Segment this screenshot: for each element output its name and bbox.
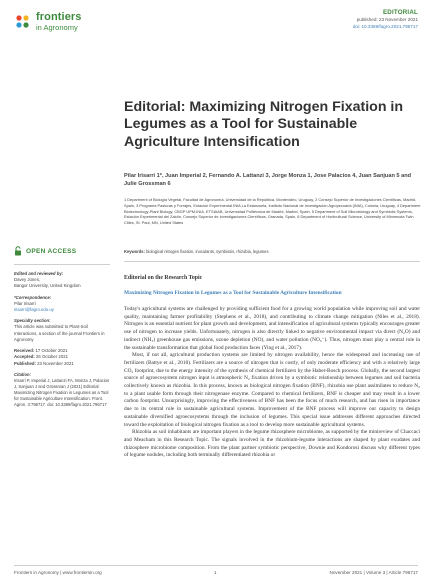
specialty-text: This article was submitted to Plant-Soil Interactions, a section of the journal Frontiers in Agronomy xyxy=(14,324,105,342)
correspondence-label: *Correspondence: xyxy=(14,294,52,300)
footer-volume: November 2021 | Volume 3 | Article 796717 xyxy=(329,570,418,575)
frontiers-logo-icon xyxy=(14,13,32,31)
keywords xyxy=(124,249,422,254)
edited-by xyxy=(14,271,110,290)
accepted-date: 26 October 2021 xyxy=(35,354,68,360)
open-lock-icon xyxy=(14,246,22,256)
editor-name: Davey Jones, xyxy=(14,277,41,283)
affiliations: 1 Department of Biología Vegetal, Facultad de Agronomía, Universidad de la República, Montevideo, Uruguay, 2 Consejo Superior de Investigaciones Científicas, Madrid, Spain, 3 Programa Pasturas y Forrajes, Estación Experimental INIA La Estanzuela, Instituto Nacional de Investigación Agropecuaria (INIA), Colonia, Uruguay, 4 Department Biotechnology-Plant Biology, CBGP UPM-INIA, ETSIAAB, Universidad Politécnica de Madrid, Madrid, Spain, 5 Department of Soil Microbiology and Symbiotic Systems, Estación Experimental del Zaidín, Consejo Superior de Investigaciones Científicas, Granada, Spain, 6 Department of Horticultural Science, University of Minnesota Twin Cities, St. Paul, MN, United States xyxy=(124,197,421,226)
citation-text: Irisarri P, Imperial J, Lattanzi FA, Monza J, Palacios J, Sanjuan J and Grossman J (2021) Editorial: Maximizing Nitrogen Fixation in Legumes as a Tool for Sustainable Agriculture Intensification. Front. Agron. 3:796717. doi: 10.3389/fagro.2021.796717 xyxy=(14,378,110,408)
body-paragraph: Most, if not all, agricultural production systems are limited by nitrogen availability, hence the widespread and increasing use of fertilizers (Battye et al., 2018). Fertilizers are a source of nitrogen that is costly, of only moderate efficiency and with a relatively large CO₂ footprint, due to the energy intensity of the synthesis of chemical fertilizers by the Haber-Bosch process. Globally, the second largest source of agroecosystem nitrogen input is atmospheric N₂ fixation driven by a symbiotic relationship between legumes and soil bacteria collectively known as rhizobia. In this process, known as biological nitrogen fixation (BNF), rhizobia use plant assimilates to reduce N₂ to a plant usable form through their nitrogenase enzyme. Compared to chemical fertilizers, BNF is cheaper and may result in a lower carbon footprint. Unsurprisingly, improving the effectiveness of BNF has been the focus of much research, and has risen in importance due to its central role in sustainable agricultural systems. Improvement of the BNF process will improve our capacity to design sustainable diversified agroecosystems through the inclusion of legumes. This special issue addresses different approaches directed toward the exploitation of biological nitrogen fixation as a tool to develop more sustainable agricultural systems. xyxy=(124,352,420,428)
received-date: 17 October 2021 xyxy=(35,348,68,354)
article-type: EDITORIAL xyxy=(382,9,418,16)
correspondence xyxy=(14,295,110,314)
footer-journal[interactable]: Frontiers in Agronomy | www.frontiersin.org xyxy=(14,570,102,575)
author-list: Pilar Irisarri 1*, Juan Imperial 2, Fernando A. Lattanzi 3, Jorge Monza 1, Jose Palacios 4, Juan Sanjuan 5 and Julie Grossman 6 xyxy=(124,173,412,187)
keywords-text: biological nitrogen fixation, inoculants, symbiosis, rhizobia, legumes xyxy=(146,249,269,254)
article-title: Editorial: Maximizing Nitrogen Fixation in Legumes as a Tool for Sustainable Agriculture Intensification xyxy=(124,99,404,150)
footer-divider xyxy=(14,565,418,566)
open-access-badge xyxy=(14,246,110,256)
doi-link[interactable]: doi: 10.3389/fagro.2021.796717 xyxy=(352,23,418,29)
open-access-label: OPEN ACCESS xyxy=(26,247,77,255)
logo-brand: frontiers xyxy=(36,11,82,23)
keywords-label: Keywords: xyxy=(124,249,145,254)
section-heading: Editorial on the Research Topic xyxy=(124,275,203,281)
correspondence-name: Pilar Irisarri xyxy=(14,300,36,306)
specialty-label: Specialty section: xyxy=(14,318,51,324)
accepted-label: Accepted: xyxy=(14,354,35,360)
frontiers-logo[interactable] xyxy=(14,12,82,32)
sidebar-divider xyxy=(14,264,110,265)
page-header xyxy=(0,0,432,40)
citation xyxy=(14,372,110,408)
logo-journal: in Agronomy xyxy=(36,23,78,32)
published-date: published: 23 November 2021 xyxy=(356,17,418,23)
specialty-section xyxy=(14,318,110,343)
article-sidebar xyxy=(14,246,110,408)
citation-label: Citation: xyxy=(14,372,31,378)
published-date-side: 23 November 2021 xyxy=(37,360,74,366)
edited-label: Edited and reviewed by: xyxy=(14,271,64,276)
published-label: Published: xyxy=(14,360,36,366)
body-paragraph: Rhizobia as soil inhabitants are important players in the legume rhizosphere microbiome, as supported by the minireview of Chaccaci and Meacham in this Research Topic. The signals involved in the rhizobium-legume interactions are shaped by plant exudates and rhizosphere microbiome composition. From the plant partner symbiotic perspective, Downie and Kondorosi discuss why different types of legume nodules, including both terminally differentiated rhizobia or xyxy=(124,429,420,459)
correspondence-email[interactable]: irisarri@fagro.edu.uy xyxy=(14,307,54,313)
article-dates xyxy=(14,348,110,367)
research-topic-link[interactable]: Maximizing Nitrogen Fixation in Legumes as a Tool for Sustainable Agriculture Intensification xyxy=(124,290,342,296)
page-footer xyxy=(14,570,418,580)
body-paragraph: Today's agricultural systems are challenged by providing sufficient food for a growing world population while improving soil and water quality, maintaining farmer profitability (Stephens et al., 2018), and contributing to climate change mitigation (Niles et al., 2018). Nitrogen is an essential nutrient for plant growth and development, and intensification of agricultural systems typically encourages greater use of nitrogen to increase yields. Unfortunately, nitrogen is also directly linked to negative environmental impact via direct (N₂O) and indirect (NH₃) greenhouse gas emissions, ozone depletion (NO), and water pollution (NO₃⁻). Thus, nitrogen must play a central role in the sustainable transformation that global food production faces (Ying et al., 2017). xyxy=(124,306,420,351)
article-body xyxy=(124,306,420,460)
divider xyxy=(124,261,420,262)
received-label: Received: xyxy=(14,348,35,354)
editor-affiliation: Bangor University, United Kingdom xyxy=(14,283,81,289)
article-meta xyxy=(353,9,418,30)
page-number: 1 xyxy=(214,570,217,575)
